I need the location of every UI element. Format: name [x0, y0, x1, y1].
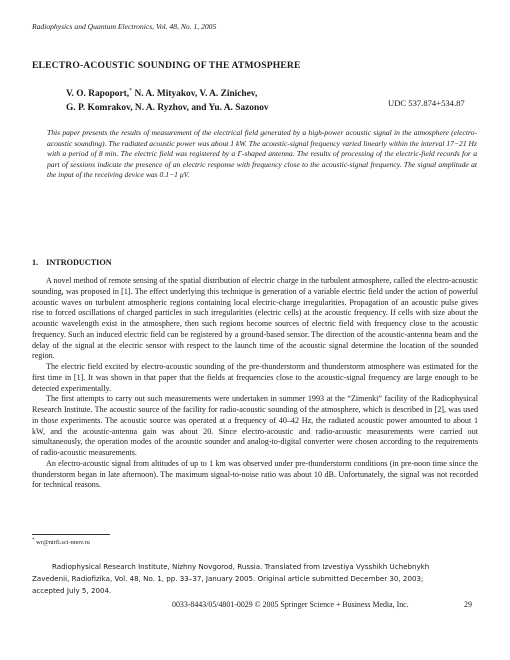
copyright-line: 0033-8443/05/4801-0029 © 2005 Springer Science + Business Media, Inc.	[172, 600, 409, 609]
author-first: V. O. Rapoport,	[66, 89, 130, 100]
footnote-mark: *	[32, 538, 35, 543]
affiliation-line: accepted July 5, 2004.	[32, 585, 112, 595]
affiliation-line: Zavedenii, Radiofizika, Vol. 48, No. 1, pp. 33–37, January 2005. Original article submitted December 30, 2003;	[32, 573, 424, 583]
author-line-1	[66, 84, 269, 101]
affiliation-line: Radiophysical Research Institute, Nizhny Novgorod, Russia. Translated from Izvestiya Vysshikh Uchebnykh	[52, 562, 430, 571]
author-list	[66, 84, 269, 115]
section-number: 1.	[32, 258, 39, 267]
footnote-divider	[32, 534, 110, 535]
author-others: N. A. Mityakov, V. A. Zinichev,	[132, 89, 258, 100]
paragraph: The first attempts to carry out such measurements were undertaken in summer 1993 at the “Zimenki” facility of the Radiophysical Research Institute. The acoustic source of the facility for radio-acoustic sounding of the atmosphere, which is described in [2], was used in those experiments. The acoustic source was operated at a frequency of 40–42 Hz, the radiated acoustic power amounted to about 1 kW, and the acoustic-antenna gain was about 20. Since electro-acoustic and radio-acoustic measurements were carried out simultaneously, the operation modes of the acoustic sounder and analog-to-digital converter were chosen according to the requirements of radio-acoustic measurements.	[32, 394, 478, 457]
udc-code: UDC 537.874+534.87	[388, 98, 465, 108]
body-text	[32, 276, 478, 491]
author-footnote-mark: *	[129, 88, 133, 94]
paragraph: An electro-acoustic signal from altitudes of up to 1 km was observed under pre-thunderstorm conditions (in pre-noon time since the thunderstorm began in late afternoon). The maximum signal-to-noise ratio was about 10 dB. Unfortunately, the signal was not recorded for technical reasons.	[32, 458, 478, 490]
journal-header: Radiophysics and Quantum Electronics, Vol. 48, No. 1, 2005	[32, 22, 217, 31]
paper-title: ELECTRO-ACOUSTIC SOUNDING OF THE ATMOSPHERE	[32, 60, 301, 71]
page-number: 29	[464, 600, 472, 609]
section-title: INTRODUCTION	[46, 258, 112, 267]
footnote-email: wr@nirfi.sci-nnov.ru	[36, 539, 90, 547]
paragraph: The electric field excited by electro-acoustic sounding of the pre-thunderstorm and thunderstorm atmosphere was estimated for the first time in [1]. It was shown in that paper that the fields at frequencies close to the acoustic-signal frequency are large enough to be detected experimentally.	[32, 362, 478, 393]
section-heading	[32, 258, 112, 267]
author-line-2: G. P. Komrakov, N. A. Ryzhov, and Yu. A. Sazonov	[66, 103, 269, 114]
paragraph: A novel method of remote sensing of the spatial distribution of electric charge in the turbulent atmosphere, called the electro-acoustic sounding, was proposed in [1]. The effect underlying this technique is generation of a variable electric field under the action of powerful acoustic waves on turbulent atmospheric regions containing local electric-charge irregularities. Propagation of an acoustic pulse gives rise to forced oscillations of charged particles in such irregularities (electric cells) at the acoustic frequency. If cells with size about the acoustic wavelength exist in the atmosphere, then such regions become sources of electric field with frequency close to the acoustic frequency. Such an induced electric field can be registered by a ground-based sensor. The direction of the acoustic-antenna beam and the delay of the signal at the electric sensor with respect to the launch time of the acoustic signal determine the location of the sounded region.	[32, 276, 478, 361]
footnote	[32, 538, 90, 546]
abstract: This paper presents the results of measurement of the electrical field generated by a high-power acoustic signal in the atmosphere (electro-acoustic sounding). The radiated acoustic power was about 1 kW. The acoustic-signal frequency varied linearly within the interval 17−21 Hz with a period of 8 min. The electric field was registered by a Γ-shaped antenna. The results of processing of the electric-field records for a part of sessions indicate the presence of an electric response with frequency close to the acoustic-signal frequency. The signal amplitude at the input of the receiving device was 0.1−1 μV.	[47, 128, 477, 180]
affiliation-block	[32, 561, 478, 596]
